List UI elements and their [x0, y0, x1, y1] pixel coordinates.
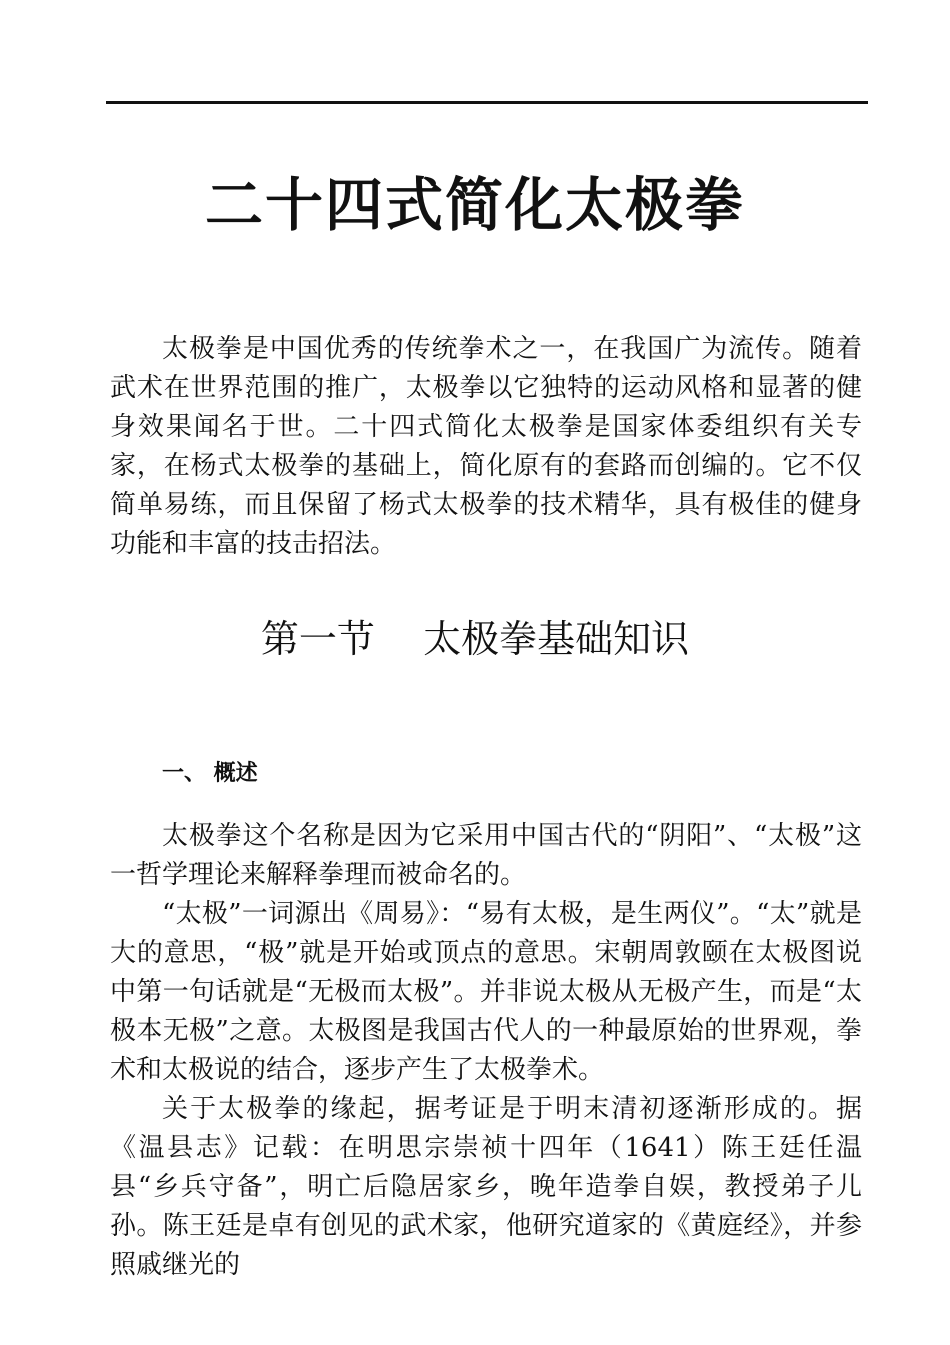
header-rule — [106, 101, 868, 104]
page-title: 二十四式简化太极拳 — [204, 171, 745, 239]
body-paragraph-3: 关于太极拳的缘起，据考证是于明末清初逐渐形成的。据《温县志》记载：在明思宗崇祯十四年（1641）陈王廷任温县“乡兵守备”，明亡后隐居家乡，晚年造拳自娱，教授弟子儿孙。陈王廷是卓有创见的武术家，他研究道家的《黄庭经》，并参照戚继光的 — [110, 1094, 862, 1280]
body-paragraph-1: 太极拳这个名称是因为它采用中国古代的“阴阳”、“太极”这一哲学理论来解释拳理而被命名的。 — [110, 821, 862, 890]
subsection-heading: 一、 概述 — [162, 761, 258, 786]
body-paragraph-2: “太极”一词源出《周易》：“易有太极，是生两仪”。“太”就是大的意思，“极”就是开始或顶点的意思。宋朝周敦颐在太极图说中第一句话就是“无极而太极”。并非说太极从无极产生，而是“太极本无极”之意。太极图是我国古代人的一种最原始的世界观，拳术和太极说的结合，逐步产生了太极拳术。 — [110, 899, 862, 1085]
section-title: 第一节 太极拳基础知识 — [260, 617, 690, 661]
body-text-block — [110, 817, 862, 1285]
intro-paragraph: 太极拳是中国优秀的传统拳术之一，在我国广为流传。随着武术在世界范围的推广，太极拳以它独特的运动风格和显著的健身效果闻名于世。二十四式简化太极拳是国家体委组织有关专家，在杨式太极拳的基础上，简化原有的套路而创编的。它不仅简单易练，而且保留了杨式太极拳的技术精华，具有极佳的健身功能和丰富的技击招法。 — [110, 334, 862, 559]
intro-block — [110, 330, 862, 564]
